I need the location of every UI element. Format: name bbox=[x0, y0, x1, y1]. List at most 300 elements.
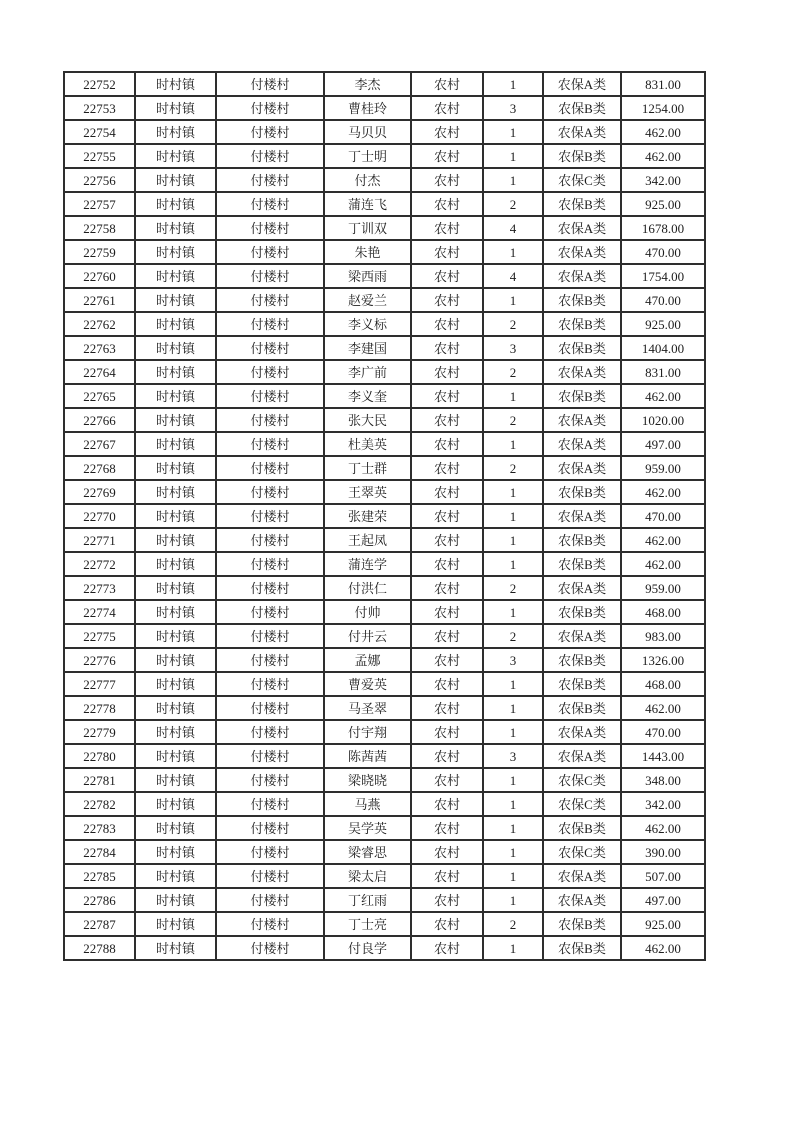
cell-insurance-category: 农保C类 bbox=[543, 768, 621, 792]
cell-person-count: 1 bbox=[483, 864, 543, 888]
cell-insurance-category: 农保B类 bbox=[543, 384, 621, 408]
cell-amount: 1020.00 bbox=[621, 408, 705, 432]
cell-insurance-category: 农保A类 bbox=[543, 432, 621, 456]
cell-serial: 22775 bbox=[64, 624, 135, 648]
cell-town: 时村镇 bbox=[135, 672, 216, 696]
cell-residence-type: 农村 bbox=[411, 96, 483, 120]
cell-person-name: 赵爱兰 bbox=[324, 288, 411, 312]
cell-amount: 462.00 bbox=[621, 552, 705, 576]
cell-person-count: 1 bbox=[483, 552, 543, 576]
cell-serial: 22773 bbox=[64, 576, 135, 600]
cell-village: 付楼村 bbox=[216, 744, 324, 768]
cell-serial: 22771 bbox=[64, 528, 135, 552]
cell-amount: 831.00 bbox=[621, 360, 705, 384]
table-row bbox=[64, 552, 705, 576]
cell-residence-type: 农村 bbox=[411, 840, 483, 864]
cell-person-count: 1 bbox=[483, 888, 543, 912]
cell-insurance-category: 农保A类 bbox=[543, 576, 621, 600]
table-row bbox=[64, 144, 705, 168]
cell-town: 时村镇 bbox=[135, 168, 216, 192]
cell-town: 时村镇 bbox=[135, 72, 216, 96]
cell-insurance-category: 农保B类 bbox=[543, 936, 621, 960]
cell-town: 时村镇 bbox=[135, 744, 216, 768]
cell-person-count: 1 bbox=[483, 432, 543, 456]
cell-residence-type: 农村 bbox=[411, 168, 483, 192]
cell-person-name: 马圣翠 bbox=[324, 696, 411, 720]
cell-town: 时村镇 bbox=[135, 864, 216, 888]
cell-person-name: 李广前 bbox=[324, 360, 411, 384]
cell-serial: 22784 bbox=[64, 840, 135, 864]
table-row bbox=[64, 936, 705, 960]
cell-residence-type: 农村 bbox=[411, 192, 483, 216]
cell-serial: 22776 bbox=[64, 648, 135, 672]
cell-person-name: 丁训双 bbox=[324, 216, 411, 240]
cell-insurance-category: 农保C类 bbox=[543, 792, 621, 816]
cell-person-name: 马燕 bbox=[324, 792, 411, 816]
cell-person-name: 付杰 bbox=[324, 168, 411, 192]
table-row bbox=[64, 624, 705, 648]
cell-town: 时村镇 bbox=[135, 480, 216, 504]
cell-village: 付楼村 bbox=[216, 480, 324, 504]
cell-residence-type: 农村 bbox=[411, 792, 483, 816]
table-row bbox=[64, 504, 705, 528]
cell-serial: 22783 bbox=[64, 816, 135, 840]
cell-village: 付楼村 bbox=[216, 720, 324, 744]
cell-insurance-category: 农保A类 bbox=[543, 504, 621, 528]
cell-person-count: 1 bbox=[483, 600, 543, 624]
cell-person-name: 丁红雨 bbox=[324, 888, 411, 912]
cell-person-name: 丁士明 bbox=[324, 144, 411, 168]
cell-person-count: 3 bbox=[483, 96, 543, 120]
cell-person-count: 1 bbox=[483, 816, 543, 840]
cell-person-name: 付井云 bbox=[324, 624, 411, 648]
cell-person-name: 朱艳 bbox=[324, 240, 411, 264]
table-row bbox=[64, 768, 705, 792]
cell-insurance-category: 农保B类 bbox=[543, 288, 621, 312]
cell-person-count: 1 bbox=[483, 288, 543, 312]
cell-village: 付楼村 bbox=[216, 384, 324, 408]
cell-person-name: 陈茜茜 bbox=[324, 744, 411, 768]
cell-town: 时村镇 bbox=[135, 120, 216, 144]
cell-town: 时村镇 bbox=[135, 792, 216, 816]
cell-person-name: 梁晓晓 bbox=[324, 768, 411, 792]
cell-person-count: 1 bbox=[483, 480, 543, 504]
cell-insurance-category: 农保A类 bbox=[543, 624, 621, 648]
cell-amount: 390.00 bbox=[621, 840, 705, 864]
table-row bbox=[64, 864, 705, 888]
cell-person-count: 1 bbox=[483, 936, 543, 960]
cell-town: 时村镇 bbox=[135, 288, 216, 312]
cell-residence-type: 农村 bbox=[411, 672, 483, 696]
cell-person-name: 蒲连飞 bbox=[324, 192, 411, 216]
cell-insurance-category: 农保A类 bbox=[543, 864, 621, 888]
cell-village: 付楼村 bbox=[216, 408, 324, 432]
table-row bbox=[64, 792, 705, 816]
cell-amount: 462.00 bbox=[621, 120, 705, 144]
cell-town: 时村镇 bbox=[135, 456, 216, 480]
cell-person-name: 马贝贝 bbox=[324, 120, 411, 144]
cell-village: 付楼村 bbox=[216, 240, 324, 264]
cell-person-name: 李义标 bbox=[324, 312, 411, 336]
cell-village: 付楼村 bbox=[216, 336, 324, 360]
cell-village: 付楼村 bbox=[216, 552, 324, 576]
cell-serial: 22761 bbox=[64, 288, 135, 312]
cell-person-count: 1 bbox=[483, 168, 543, 192]
cell-amount: 1254.00 bbox=[621, 96, 705, 120]
cell-person-count: 1 bbox=[483, 528, 543, 552]
cell-amount: 342.00 bbox=[621, 168, 705, 192]
cell-town: 时村镇 bbox=[135, 624, 216, 648]
cell-insurance-category: 农保A类 bbox=[543, 744, 621, 768]
cell-village: 付楼村 bbox=[216, 120, 324, 144]
table-row bbox=[64, 384, 705, 408]
cell-town: 时村镇 bbox=[135, 696, 216, 720]
cell-town: 时村镇 bbox=[135, 600, 216, 624]
cell-serial: 22764 bbox=[64, 360, 135, 384]
cell-amount: 468.00 bbox=[621, 600, 705, 624]
cell-person-count: 1 bbox=[483, 792, 543, 816]
cell-town: 时村镇 bbox=[135, 504, 216, 528]
cell-insurance-category: 农保B类 bbox=[543, 96, 621, 120]
cell-person-count: 3 bbox=[483, 744, 543, 768]
cell-serial: 22760 bbox=[64, 264, 135, 288]
cell-residence-type: 农村 bbox=[411, 312, 483, 336]
cell-town: 时村镇 bbox=[135, 432, 216, 456]
cell-person-name: 付宇翔 bbox=[324, 720, 411, 744]
cell-town: 时村镇 bbox=[135, 96, 216, 120]
cell-town: 时村镇 bbox=[135, 240, 216, 264]
cell-insurance-category: 农保B类 bbox=[543, 816, 621, 840]
table-row bbox=[64, 312, 705, 336]
cell-person-count: 1 bbox=[483, 72, 543, 96]
cell-residence-type: 农村 bbox=[411, 360, 483, 384]
cell-residence-type: 农村 bbox=[411, 384, 483, 408]
table-row bbox=[64, 72, 705, 96]
cell-amount: 959.00 bbox=[621, 576, 705, 600]
cell-residence-type: 农村 bbox=[411, 432, 483, 456]
table-row bbox=[64, 120, 705, 144]
cell-residence-type: 农村 bbox=[411, 528, 483, 552]
cell-village: 付楼村 bbox=[216, 816, 324, 840]
cell-amount: 1678.00 bbox=[621, 216, 705, 240]
cell-village: 付楼村 bbox=[216, 888, 324, 912]
cell-serial: 22787 bbox=[64, 912, 135, 936]
table-row bbox=[64, 648, 705, 672]
cell-insurance-category: 农保A类 bbox=[543, 264, 621, 288]
cell-insurance-category: 农保B类 bbox=[543, 480, 621, 504]
cell-village: 付楼村 bbox=[216, 96, 324, 120]
cell-town: 时村镇 bbox=[135, 528, 216, 552]
cell-village: 付楼村 bbox=[216, 624, 324, 648]
cell-serial: 22762 bbox=[64, 312, 135, 336]
cell-serial: 22769 bbox=[64, 480, 135, 504]
cell-serial: 22774 bbox=[64, 600, 135, 624]
cell-residence-type: 农村 bbox=[411, 480, 483, 504]
cell-residence-type: 农村 bbox=[411, 744, 483, 768]
table-row bbox=[64, 816, 705, 840]
cell-insurance-category: 农保A类 bbox=[543, 408, 621, 432]
cell-village: 付楼村 bbox=[216, 504, 324, 528]
cell-person-name: 梁西雨 bbox=[324, 264, 411, 288]
cell-town: 时村镇 bbox=[135, 768, 216, 792]
cell-insurance-category: 农保A类 bbox=[543, 240, 621, 264]
cell-person-name: 李杰 bbox=[324, 72, 411, 96]
table-row bbox=[64, 480, 705, 504]
cell-amount: 470.00 bbox=[621, 504, 705, 528]
cell-town: 时村镇 bbox=[135, 144, 216, 168]
cell-person-count: 2 bbox=[483, 360, 543, 384]
cell-person-name: 付帅 bbox=[324, 600, 411, 624]
cell-residence-type: 农村 bbox=[411, 72, 483, 96]
cell-person-count: 1 bbox=[483, 384, 543, 408]
table-row bbox=[64, 840, 705, 864]
table-row bbox=[64, 96, 705, 120]
cell-residence-type: 农村 bbox=[411, 576, 483, 600]
cell-serial: 22777 bbox=[64, 672, 135, 696]
cell-village: 付楼村 bbox=[216, 456, 324, 480]
table-row bbox=[64, 456, 705, 480]
cell-amount: 462.00 bbox=[621, 480, 705, 504]
cell-town: 时村镇 bbox=[135, 216, 216, 240]
cell-amount: 925.00 bbox=[621, 192, 705, 216]
records-table-body bbox=[64, 72, 705, 960]
cell-amount: 462.00 bbox=[621, 936, 705, 960]
cell-insurance-category: 农保A类 bbox=[543, 120, 621, 144]
cell-residence-type: 农村 bbox=[411, 288, 483, 312]
table-row bbox=[64, 336, 705, 360]
cell-residence-type: 农村 bbox=[411, 336, 483, 360]
cell-person-count: 4 bbox=[483, 264, 543, 288]
cell-person-count: 1 bbox=[483, 240, 543, 264]
table-row bbox=[64, 576, 705, 600]
cell-person-name: 蒲连学 bbox=[324, 552, 411, 576]
cell-insurance-category: 农保B类 bbox=[543, 552, 621, 576]
table-row bbox=[64, 192, 705, 216]
cell-person-count: 2 bbox=[483, 624, 543, 648]
cell-residence-type: 农村 bbox=[411, 768, 483, 792]
cell-person-count: 4 bbox=[483, 216, 543, 240]
cell-residence-type: 农村 bbox=[411, 408, 483, 432]
cell-insurance-category: 农保A类 bbox=[543, 456, 621, 480]
cell-person-count: 1 bbox=[483, 840, 543, 864]
cell-amount: 468.00 bbox=[621, 672, 705, 696]
table-row bbox=[64, 528, 705, 552]
table-row bbox=[64, 672, 705, 696]
cell-person-count: 1 bbox=[483, 504, 543, 528]
cell-amount: 342.00 bbox=[621, 792, 705, 816]
cell-serial: 22752 bbox=[64, 72, 135, 96]
cell-person-name: 曹桂玲 bbox=[324, 96, 411, 120]
cell-village: 付楼村 bbox=[216, 72, 324, 96]
cell-town: 时村镇 bbox=[135, 360, 216, 384]
cell-village: 付楼村 bbox=[216, 312, 324, 336]
cell-residence-type: 农村 bbox=[411, 936, 483, 960]
cell-residence-type: 农村 bbox=[411, 864, 483, 888]
cell-amount: 497.00 bbox=[621, 432, 705, 456]
cell-serial: 22759 bbox=[64, 240, 135, 264]
table-row bbox=[64, 264, 705, 288]
cell-person-count: 1 bbox=[483, 120, 543, 144]
cell-amount: 348.00 bbox=[621, 768, 705, 792]
cell-town: 时村镇 bbox=[135, 264, 216, 288]
cell-town: 时村镇 bbox=[135, 576, 216, 600]
cell-village: 付楼村 bbox=[216, 288, 324, 312]
cell-village: 付楼村 bbox=[216, 216, 324, 240]
cell-person-count: 2 bbox=[483, 456, 543, 480]
cell-amount: 983.00 bbox=[621, 624, 705, 648]
table-row bbox=[64, 216, 705, 240]
cell-village: 付楼村 bbox=[216, 648, 324, 672]
cell-insurance-category: 农保B类 bbox=[543, 600, 621, 624]
cell-person-name: 张大民 bbox=[324, 408, 411, 432]
table-row bbox=[64, 720, 705, 744]
cell-person-count: 2 bbox=[483, 576, 543, 600]
cell-residence-type: 农村 bbox=[411, 552, 483, 576]
cell-residence-type: 农村 bbox=[411, 696, 483, 720]
table-row bbox=[64, 432, 705, 456]
cell-residence-type: 农村 bbox=[411, 624, 483, 648]
cell-serial: 22758 bbox=[64, 216, 135, 240]
cell-village: 付楼村 bbox=[216, 936, 324, 960]
cell-residence-type: 农村 bbox=[411, 816, 483, 840]
cell-village: 付楼村 bbox=[216, 864, 324, 888]
table-row bbox=[64, 168, 705, 192]
cell-serial: 22780 bbox=[64, 744, 135, 768]
cell-person-name: 吴学英 bbox=[324, 816, 411, 840]
cell-amount: 1404.00 bbox=[621, 336, 705, 360]
cell-insurance-category: 农保A类 bbox=[543, 360, 621, 384]
cell-person-name: 曹爱英 bbox=[324, 672, 411, 696]
cell-insurance-category: 农保C类 bbox=[543, 168, 621, 192]
cell-person-count: 2 bbox=[483, 312, 543, 336]
cell-serial: 22765 bbox=[64, 384, 135, 408]
table-row bbox=[64, 240, 705, 264]
cell-insurance-category: 农保A类 bbox=[543, 888, 621, 912]
cell-person-name: 丁士亮 bbox=[324, 912, 411, 936]
cell-village: 付楼村 bbox=[216, 768, 324, 792]
cell-person-name: 付洪仁 bbox=[324, 576, 411, 600]
cell-person-count: 1 bbox=[483, 768, 543, 792]
cell-village: 付楼村 bbox=[216, 792, 324, 816]
cell-town: 时村镇 bbox=[135, 336, 216, 360]
cell-person-name: 梁太启 bbox=[324, 864, 411, 888]
cell-serial: 22766 bbox=[64, 408, 135, 432]
cell-residence-type: 农村 bbox=[411, 264, 483, 288]
cell-town: 时村镇 bbox=[135, 912, 216, 936]
cell-amount: 1326.00 bbox=[621, 648, 705, 672]
cell-serial: 22767 bbox=[64, 432, 135, 456]
cell-person-name: 王翠英 bbox=[324, 480, 411, 504]
cell-serial: 22781 bbox=[64, 768, 135, 792]
cell-person-name: 丁士群 bbox=[324, 456, 411, 480]
cell-town: 时村镇 bbox=[135, 192, 216, 216]
cell-person-name: 付良学 bbox=[324, 936, 411, 960]
cell-residence-type: 农村 bbox=[411, 240, 483, 264]
cell-village: 付楼村 bbox=[216, 696, 324, 720]
cell-town: 时村镇 bbox=[135, 312, 216, 336]
cell-insurance-category: 农保B类 bbox=[543, 648, 621, 672]
table-row bbox=[64, 912, 705, 936]
table-row bbox=[64, 600, 705, 624]
cell-residence-type: 农村 bbox=[411, 888, 483, 912]
cell-insurance-category: 农保A类 bbox=[543, 720, 621, 744]
cell-amount: 470.00 bbox=[621, 240, 705, 264]
cell-town: 时村镇 bbox=[135, 840, 216, 864]
cell-person-name: 李建国 bbox=[324, 336, 411, 360]
cell-person-count: 2 bbox=[483, 912, 543, 936]
cell-serial: 22754 bbox=[64, 120, 135, 144]
cell-residence-type: 农村 bbox=[411, 648, 483, 672]
cell-amount: 925.00 bbox=[621, 912, 705, 936]
cell-village: 付楼村 bbox=[216, 576, 324, 600]
cell-serial: 22755 bbox=[64, 144, 135, 168]
cell-person-name: 李义奎 bbox=[324, 384, 411, 408]
cell-amount: 470.00 bbox=[621, 720, 705, 744]
cell-town: 时村镇 bbox=[135, 384, 216, 408]
cell-person-count: 2 bbox=[483, 408, 543, 432]
cell-village: 付楼村 bbox=[216, 840, 324, 864]
cell-insurance-category: 农保B类 bbox=[543, 144, 621, 168]
cell-person-name: 张建荣 bbox=[324, 504, 411, 528]
cell-town: 时村镇 bbox=[135, 888, 216, 912]
cell-insurance-category: 农保B类 bbox=[543, 672, 621, 696]
cell-insurance-category: 农保B类 bbox=[543, 336, 621, 360]
cell-person-count: 1 bbox=[483, 144, 543, 168]
table-row bbox=[64, 288, 705, 312]
table-row bbox=[64, 888, 705, 912]
cell-town: 时村镇 bbox=[135, 816, 216, 840]
cell-town: 时村镇 bbox=[135, 720, 216, 744]
table-row bbox=[64, 744, 705, 768]
cell-town: 时村镇 bbox=[135, 552, 216, 576]
cell-insurance-category: 农保A类 bbox=[543, 72, 621, 96]
cell-serial: 22772 bbox=[64, 552, 135, 576]
cell-insurance-category: 农保B类 bbox=[543, 312, 621, 336]
cell-village: 付楼村 bbox=[216, 912, 324, 936]
cell-residence-type: 农村 bbox=[411, 144, 483, 168]
cell-village: 付楼村 bbox=[216, 192, 324, 216]
cell-village: 付楼村 bbox=[216, 360, 324, 384]
cell-serial: 22757 bbox=[64, 192, 135, 216]
cell-amount: 1443.00 bbox=[621, 744, 705, 768]
cell-serial: 22778 bbox=[64, 696, 135, 720]
cell-residence-type: 农村 bbox=[411, 504, 483, 528]
cell-amount: 1754.00 bbox=[621, 264, 705, 288]
cell-residence-type: 农村 bbox=[411, 600, 483, 624]
cell-residence-type: 农村 bbox=[411, 456, 483, 480]
cell-village: 付楼村 bbox=[216, 600, 324, 624]
cell-person-name: 孟娜 bbox=[324, 648, 411, 672]
table-row bbox=[64, 360, 705, 384]
cell-serial: 22770 bbox=[64, 504, 135, 528]
cell-person-count: 2 bbox=[483, 192, 543, 216]
cell-village: 付楼村 bbox=[216, 264, 324, 288]
cell-residence-type: 农村 bbox=[411, 120, 483, 144]
cell-person-count: 1 bbox=[483, 696, 543, 720]
cell-amount: 462.00 bbox=[621, 816, 705, 840]
cell-person-count: 1 bbox=[483, 720, 543, 744]
table-row bbox=[64, 408, 705, 432]
cell-insurance-category: 农保B类 bbox=[543, 912, 621, 936]
cell-village: 付楼村 bbox=[216, 168, 324, 192]
cell-person-name: 梁睿思 bbox=[324, 840, 411, 864]
cell-person-count: 3 bbox=[483, 336, 543, 360]
cell-insurance-category: 农保A类 bbox=[543, 216, 621, 240]
cell-residence-type: 农村 bbox=[411, 216, 483, 240]
cell-serial: 22785 bbox=[64, 864, 135, 888]
cell-person-name: 杜美英 bbox=[324, 432, 411, 456]
cell-person-count: 3 bbox=[483, 648, 543, 672]
